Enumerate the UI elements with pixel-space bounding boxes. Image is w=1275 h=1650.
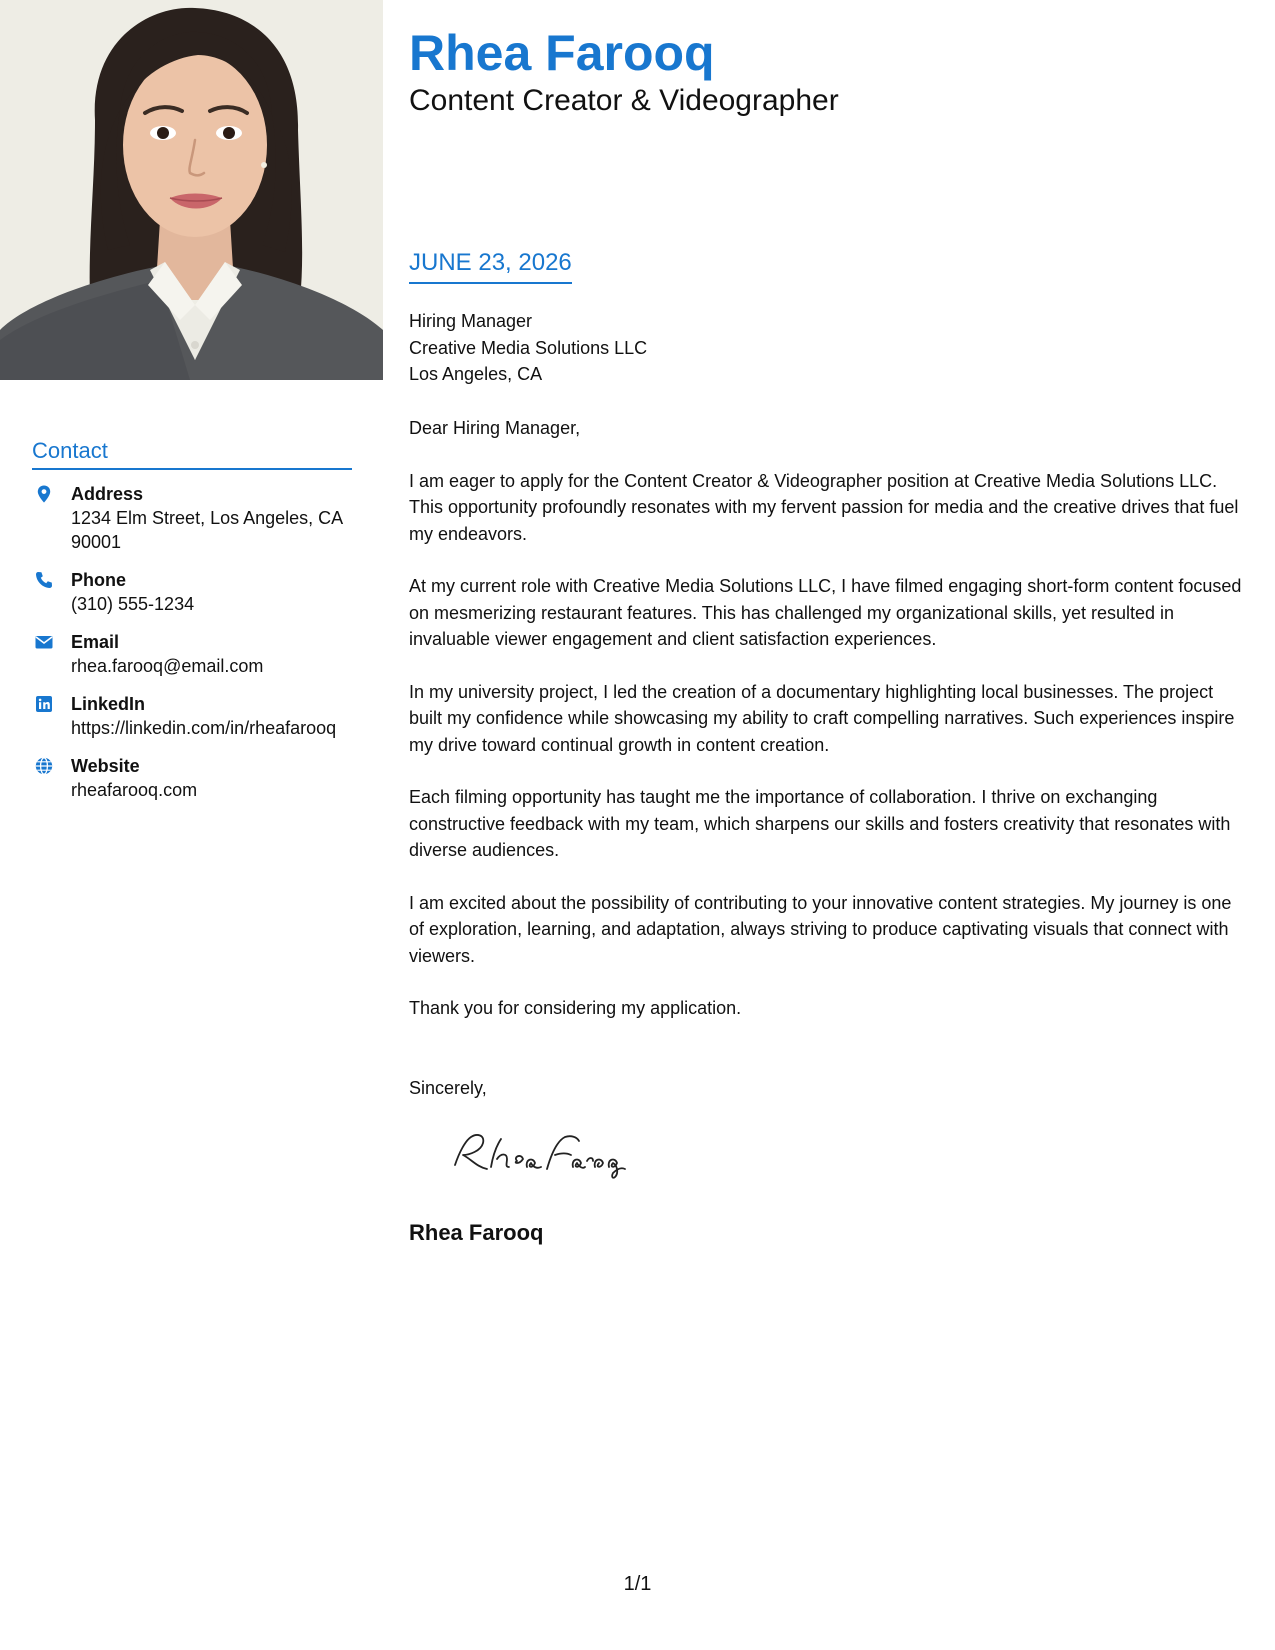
map-pin-icon [34,484,54,504]
paragraph: Thank you for considering my application. [409,998,742,1018]
handwritten-signature [447,1125,637,1181]
paragraph: I am eager to apply for the Content Creator & Videographer position at Creative Media Solutions LLC. This opportunity profoundly resonates with my fervent passion for media and the creative drives that fuel my endeavors. [409,470,1239,544]
paragraph: I am excited about the possibility of contributing to your innovative content strategies. My journey is one of exploration, learning, and adaptation, always striving to produce captivating visuals that connect with viewers. [409,892,1232,966]
globe-icon [34,756,54,776]
paragraph: At my current role with Creative Media Solutions LLC, I have filmed engaging short-form content focused on mesmerizing restaurant features. This has challenged my organizational skills, yet resulted in invaluable viewer engagement and client satisfaction experiences. [409,576,1242,649]
recipient-line: Creative Media Solutions LLC [409,337,648,358]
contact-email [32,630,352,678]
contact-phone [32,568,352,616]
applicant-name: Rhea Farooq [409,25,715,81]
recipient-line: Hiring Manager [409,311,533,331]
recipient-block [409,308,647,388]
contact-section [32,436,352,816]
contact-value: 1234 Elm Street, Los Angeles, CA 90001 [71,508,343,552]
contact-website [32,754,352,802]
page-number: 1/1 [623,1573,652,1595]
contact-heading: Contact [32,436,352,470]
contact-value[interactable]: https://linkedin.com/in/rheafarooq [71,718,337,738]
contact-label: Phone [71,570,127,590]
letter-date: JUNE 23, 2026 [409,246,572,284]
contact-value[interactable]: rhea.farooq@email.com [71,656,264,676]
letter-body [409,415,1251,1048]
contact-label: LinkedIn [71,694,146,714]
contact-label: Website [71,756,140,776]
salutation: Dear Hiring Manager, [409,418,581,438]
signed-name: Rhea Farooq [409,1220,544,1245]
portrait-photo [0,0,383,380]
envelope-icon [34,632,54,652]
paragraph: In my university project, I led the creation of a documentary highlighting local businesses. The project built my confidence while showcasing my ability to craft compelling narratives. Such experiences inspire my drive toward continual growth in content creation. [409,681,1235,755]
applicant-role: Content Creator & Videographer [409,84,839,117]
contact-value[interactable]: rheafarooq.com [71,780,198,800]
phone-icon [34,570,54,590]
paragraph: Each filming opportunity has taught me the importance of collaboration. I thrive on exchanging constructive feedback with my team, which sharpens our skills and fosters creativity that resonates with diverse audiences. [409,787,1231,860]
closing: Sincerely, [409,1078,487,1098]
contact-value: (310) 555-1234 [71,594,195,614]
contact-address [32,482,352,554]
contact-label: Email [71,632,120,652]
recipient-line: Los Angeles, CA [409,364,543,384]
contact-linkedin [32,692,352,740]
linkedin-icon [34,694,54,714]
contact-label: Address [71,484,144,504]
